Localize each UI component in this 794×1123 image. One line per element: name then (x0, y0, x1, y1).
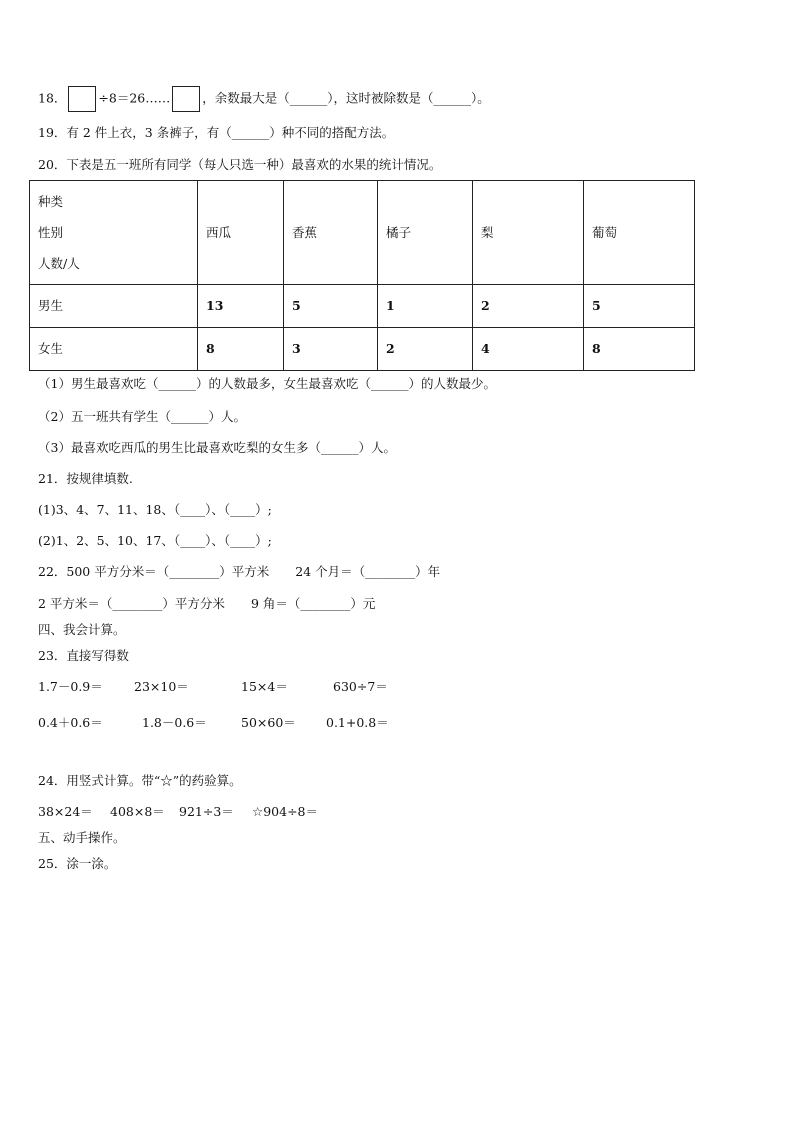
calc-2-2: 1.8－0.6＝ (142, 715, 207, 730)
header-fruit-banana: 香蕉 (284, 181, 378, 285)
header-label-kind: 种类 (38, 194, 64, 209)
question-20-sub1: （1）男生最喜欢吃（______）的人数最多，女生最喜欢吃（______）的人数最少。 (38, 376, 496, 391)
question-20-sub3: （3）最喜欢吃西瓜的男生比最喜欢吃梨的女生多（______）人。 (38, 440, 396, 455)
question-18 (38, 86, 490, 112)
cell-girls-grape: 8 (584, 328, 695, 371)
question-21-line2: (2)1、2、5、10、17、（____）、（____）; (38, 533, 272, 548)
q18-division: ÷8＝26…… (98, 90, 171, 106)
question-20-title: 20．下表是五一班所有同学（每人只选一种）最喜欢的水果的统计情况。 (38, 157, 442, 172)
cell-girls-banana: 3 (284, 328, 378, 371)
header-fruit-watermelon: 西瓜 (198, 181, 284, 285)
question-25: 25．涂一涂。 (38, 856, 117, 871)
q18-number: 18． (38, 90, 67, 106)
calc-2-4: 0.1+0.8＝ (326, 715, 389, 730)
question-19: 19．有 2 件上衣，3 条裤子，有（______）种不同的搭配方法。 (38, 125, 395, 140)
q22-item-b: 24 个月＝（________）年 (295, 564, 441, 579)
question-22-row1 (38, 563, 440, 581)
cell-boys-orange: 1 (378, 285, 473, 328)
question-23-title: 23．直接写得数 (38, 648, 129, 663)
vertical-calc-1: 38×24＝ (38, 804, 93, 819)
calc-1-1: 1.7－0.9＝ (38, 679, 103, 694)
calc-1-4: 630÷7＝ (333, 679, 388, 694)
q22-item-d: 9 角＝（________）元 (250, 596, 376, 611)
cell-girls-orange: 2 (378, 328, 473, 371)
q18-rest: ，余数最大是（______），这时被除数是（______）。 (202, 90, 490, 106)
cell-boys-pear: 2 (473, 285, 584, 328)
question-21-line1: (1)3、4、7、11、18、（____）、（____）; (38, 502, 272, 517)
question-24-title: 24．用竖式计算。带“☆”的药验算。 (38, 773, 242, 788)
question-21-title: 21．按规律填数. (38, 471, 133, 486)
vertical-calc-4-check: ☆904÷8＝ (252, 804, 318, 819)
table-row-girls (30, 328, 695, 371)
cell-boys-banana: 5 (284, 285, 378, 328)
header-label-count: 人数/人 (38, 256, 80, 271)
vertical-calc-2: 408×8＝ (110, 804, 165, 819)
header-fruit-grape: 葡萄 (584, 181, 695, 285)
section-5-heading: 五、动手操作。 (38, 830, 126, 845)
table-row-boys (30, 285, 695, 328)
calc-2-3: 50×60＝ (241, 715, 296, 730)
dividend-blank-box[interactable] (68, 86, 96, 112)
section-4-heading: 四、我会计算。 (38, 622, 126, 637)
cell-boys-watermelon: 13 (198, 285, 284, 328)
calc-2-1: 0.4＋0.6＝ (38, 715, 103, 730)
table-header-row (30, 181, 695, 285)
fruit-stats-table (29, 180, 695, 371)
row-label-girls: 女生 (30, 328, 198, 371)
calc-1-3: 15×4＝ (241, 679, 288, 694)
question-22-row2 (38, 595, 375, 613)
table-corner-header (30, 181, 198, 285)
q22-item-a: 22．500 平方分米＝（________）平方米 (38, 564, 270, 579)
row-label-boys: 男生 (30, 285, 198, 328)
q22-item-c: 2 平方米＝（________）平方分米 (38, 596, 225, 611)
header-label-gender: 性别 (38, 225, 64, 240)
cell-boys-grape: 5 (584, 285, 695, 328)
remainder-blank-box[interactable] (172, 86, 200, 112)
header-fruit-pear: 梨 (473, 181, 584, 285)
cell-girls-watermelon: 8 (198, 328, 284, 371)
question-20-sub2: （2）五一班共有学生（______）人。 (38, 409, 246, 424)
vertical-calc-3: 921÷3＝ (179, 804, 234, 819)
header-fruit-orange: 橘子 (378, 181, 473, 285)
cell-girls-pear: 4 (473, 328, 584, 371)
calc-1-2: 23×10＝ (134, 679, 189, 694)
